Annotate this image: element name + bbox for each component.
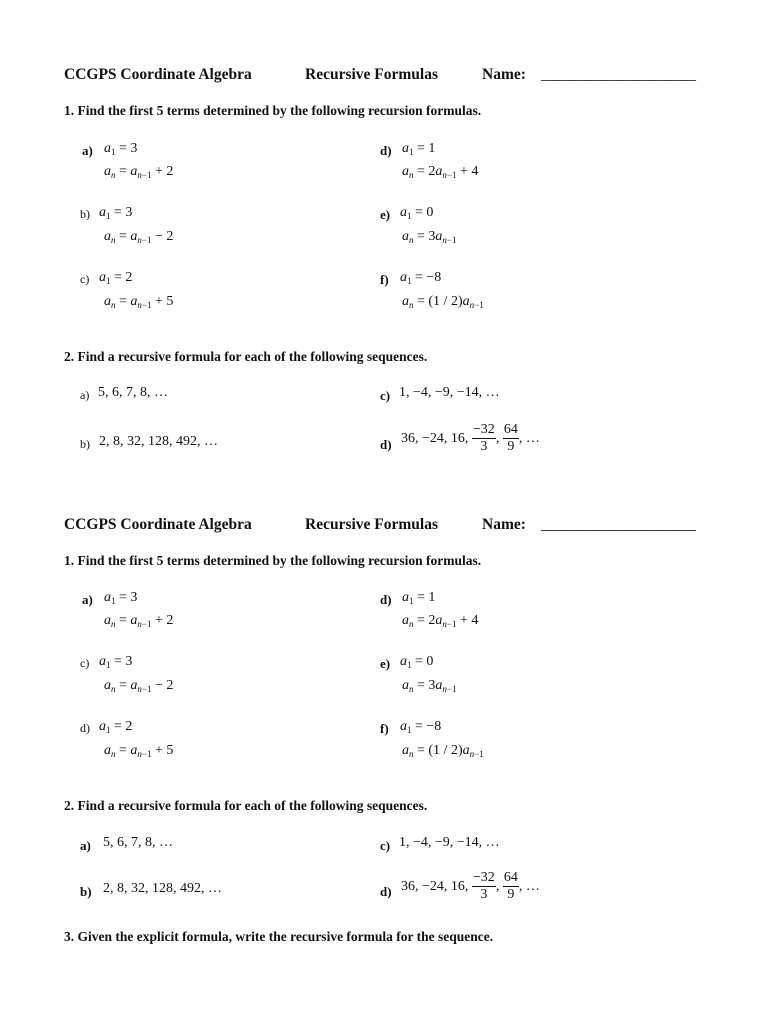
question-2: 2. Find a recursive formula for each of the following sequences. <box>64 349 428 364</box>
problem-a-initial: $a_1 = 3$ <box>104 590 138 606</box>
name-label: Name: <box>482 516 526 533</box>
problem-d-initial: $a_1 = 1$ <box>402 141 436 157</box>
label-b: b) <box>80 207 90 221</box>
problem-f-initial: $a_1 = -8$ <box>400 719 442 735</box>
sequence-c: 1, −4, −9, −14, … <box>399 385 500 400</box>
problem-e-rule: $a_n = 3a_{n-1}$ <box>402 229 457 245</box>
sequence-a: 5, 6, 7, 8, … <box>103 835 173 850</box>
problem-d-rule: $a_n = 2a_{n-1} + 4$ <box>402 164 479 180</box>
label-d: d) <box>380 143 392 158</box>
sequence-d: 36, −24, 16, $\frac{-32}{3}$ , $\frac{64}{9}$ , … <box>401 422 540 455</box>
problem-d-initial: $a_1 = 1$ <box>402 590 436 606</box>
problem-c-rule: $a_n = a_{n-1} + 5$ <box>104 294 174 310</box>
problem-e-rule: $a_n = 3a_{n-1}$ <box>402 678 457 694</box>
question-2: 2. Find a recursive formula for each of the following sequences. <box>64 798 428 813</box>
sequence-c: 1, −4, −9, −14, … <box>399 835 500 850</box>
problem-b-rule: $a_n = a_{n-1} - 2$ <box>104 229 174 245</box>
label-c: c) <box>80 656 90 670</box>
problem-f-rule: $a_n = (1 / 2)a_{n-1}$ <box>402 294 484 310</box>
problem-b-initial: $a_1 = 3$ <box>99 205 133 221</box>
problem-e-initial: $a_1 = 0$ <box>400 205 434 221</box>
seq-label-d: d) <box>380 884 392 899</box>
name-blank: ____________________ <box>541 66 696 83</box>
course-title: CCGPS Coordinate Algebra <box>64 516 252 533</box>
problem-b-initial: $a_1 = 3$ <box>99 654 133 670</box>
problem-c-initial: $a_1 = 2$ <box>99 719 133 735</box>
name-label: Name: <box>482 66 526 83</box>
name-blank: ____________________ <box>541 516 696 533</box>
problem-e-initial: $a_1 = 0$ <box>400 654 434 670</box>
sequence-b: 2, 8, 32, 128, 492, … <box>99 434 218 449</box>
seq-label-a: a) <box>80 838 91 853</box>
problem-a-rule: $a_n = a_{n-1} + 2$ <box>104 613 174 629</box>
label-f: f) <box>380 721 389 736</box>
label-c: c) <box>80 272 90 286</box>
problem-c-initial: $a_1 = 2$ <box>99 270 133 286</box>
label-e: e) <box>380 656 391 671</box>
label-a: a) <box>82 143 93 158</box>
problem-a-initial: $a_1 = 3$ <box>104 141 138 157</box>
label-a: a) <box>82 592 93 607</box>
problem-f-rule: $a_n = (1 / 2)a_{n-1}$ <box>402 743 484 759</box>
label-d: d) <box>380 592 392 607</box>
question-1: 1. Find the first 5 terms determined by the following recursion formulas. <box>64 553 482 568</box>
seq-label-d: d) <box>380 437 392 452</box>
sequence-a: 5, 6, 7, 8, … <box>98 385 168 400</box>
topic-title: Recursive Formulas <box>305 516 439 533</box>
problem-d-rule: $a_n = 2a_{n-1} + 4$ <box>402 613 479 629</box>
label-e: e) <box>380 207 391 222</box>
seq-label-a: a) <box>80 388 90 402</box>
seq-label-c: c) <box>380 388 391 403</box>
problem-a-rule: $a_n = a_{n-1} + 2$ <box>104 164 174 180</box>
label-d-left: d) <box>80 721 90 735</box>
problem-b-rule: $a_n = a_{n-1} - 2$ <box>104 678 174 694</box>
problem-c-rule: $a_n = a_{n-1} + 5$ <box>104 743 174 759</box>
seq-label-b: b) <box>80 437 90 451</box>
sequence-b: 2, 8, 32, 128, 492, … <box>103 881 222 896</box>
question-1: 1. Find the first 5 terms determined by the following recursion formulas. <box>64 103 482 118</box>
sequence-d: 36, −24, 16, $\frac{-32}{3}$ , $\frac{64}{9}$ , … <box>401 870 540 903</box>
course-title: CCGPS Coordinate Algebra <box>64 66 252 83</box>
topic-title: Recursive Formulas <box>305 66 439 83</box>
label-f: f) <box>380 272 389 287</box>
problem-f-initial: $a_1 = -8$ <box>400 270 442 286</box>
seq-label-c: c) <box>380 838 391 853</box>
seq-label-b: b) <box>80 884 92 899</box>
question-3: 3. Given the explicit formula, write the recursive formula for the sequence. <box>64 929 494 944</box>
